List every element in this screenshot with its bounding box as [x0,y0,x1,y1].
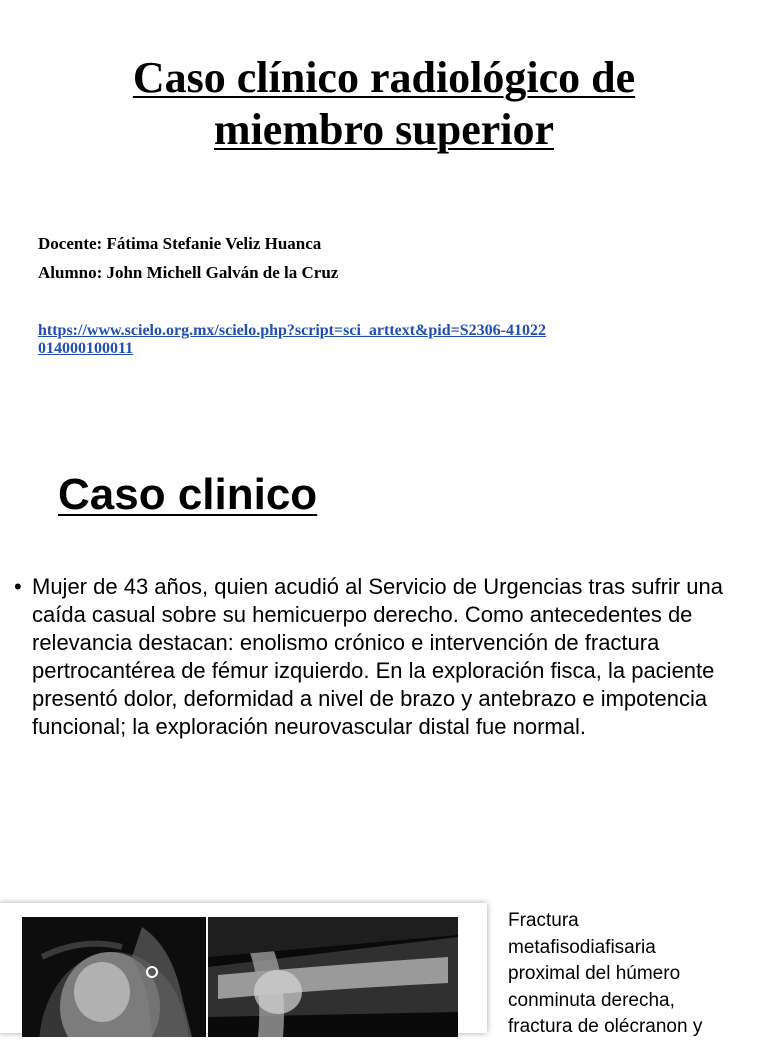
image-caption [508,908,758,1041]
case-description [14,573,754,741]
caption-line: Fractura [508,910,579,931]
caption-line: metafisodiafisaria [508,936,656,958]
caption-line: proximal del húmero [508,963,681,984]
alumno-line: Alumno: John Michell Galván de la Cruz [38,263,339,282]
xray-image-panel [0,903,487,1033]
docente-line: Docente: Fátima Stefanie Veliz Huanca [38,234,322,253]
reference-link[interactable] [38,322,678,358]
slide-title-line-1: Caso clínico radiológico de [132,53,636,102]
section-title: Caso clinico [58,470,318,519]
xray-shoulder-image [22,917,206,1037]
xray-elbow-image [208,917,458,1037]
reference-link-line-1[interactable]: https://www.scielo.org.mx/scielo.php?script=sci_arttext&pid=S2306-41022 [38,322,546,339]
bullet-marker: • [14,574,22,599]
reference-link-line-2[interactable]: 014000100011 [38,340,134,357]
slide-title [60,52,708,156]
caption-line: conminuta derecha, [508,989,675,1011]
case-description-text: Mujer de 43 años, quien acudió al Servicio de Urgencias tras sufrir una caída casual sobre su hemicuerpo derecho. Como antecedentes de relevancia destacan: enolismo crónico e intervención de fractura pertrocantérea de fémur izquierdo. En la exploración fisca, la paciente presentó dolor, deformidad a nivel de brazo y antebrazo e impotencia funcional; la exploración neurovascular distal fue normal. [32,574,723,739]
slide-title-line-2: miembro superior [213,105,555,154]
caption-line: fractura de olécranon y [508,1016,703,1037]
